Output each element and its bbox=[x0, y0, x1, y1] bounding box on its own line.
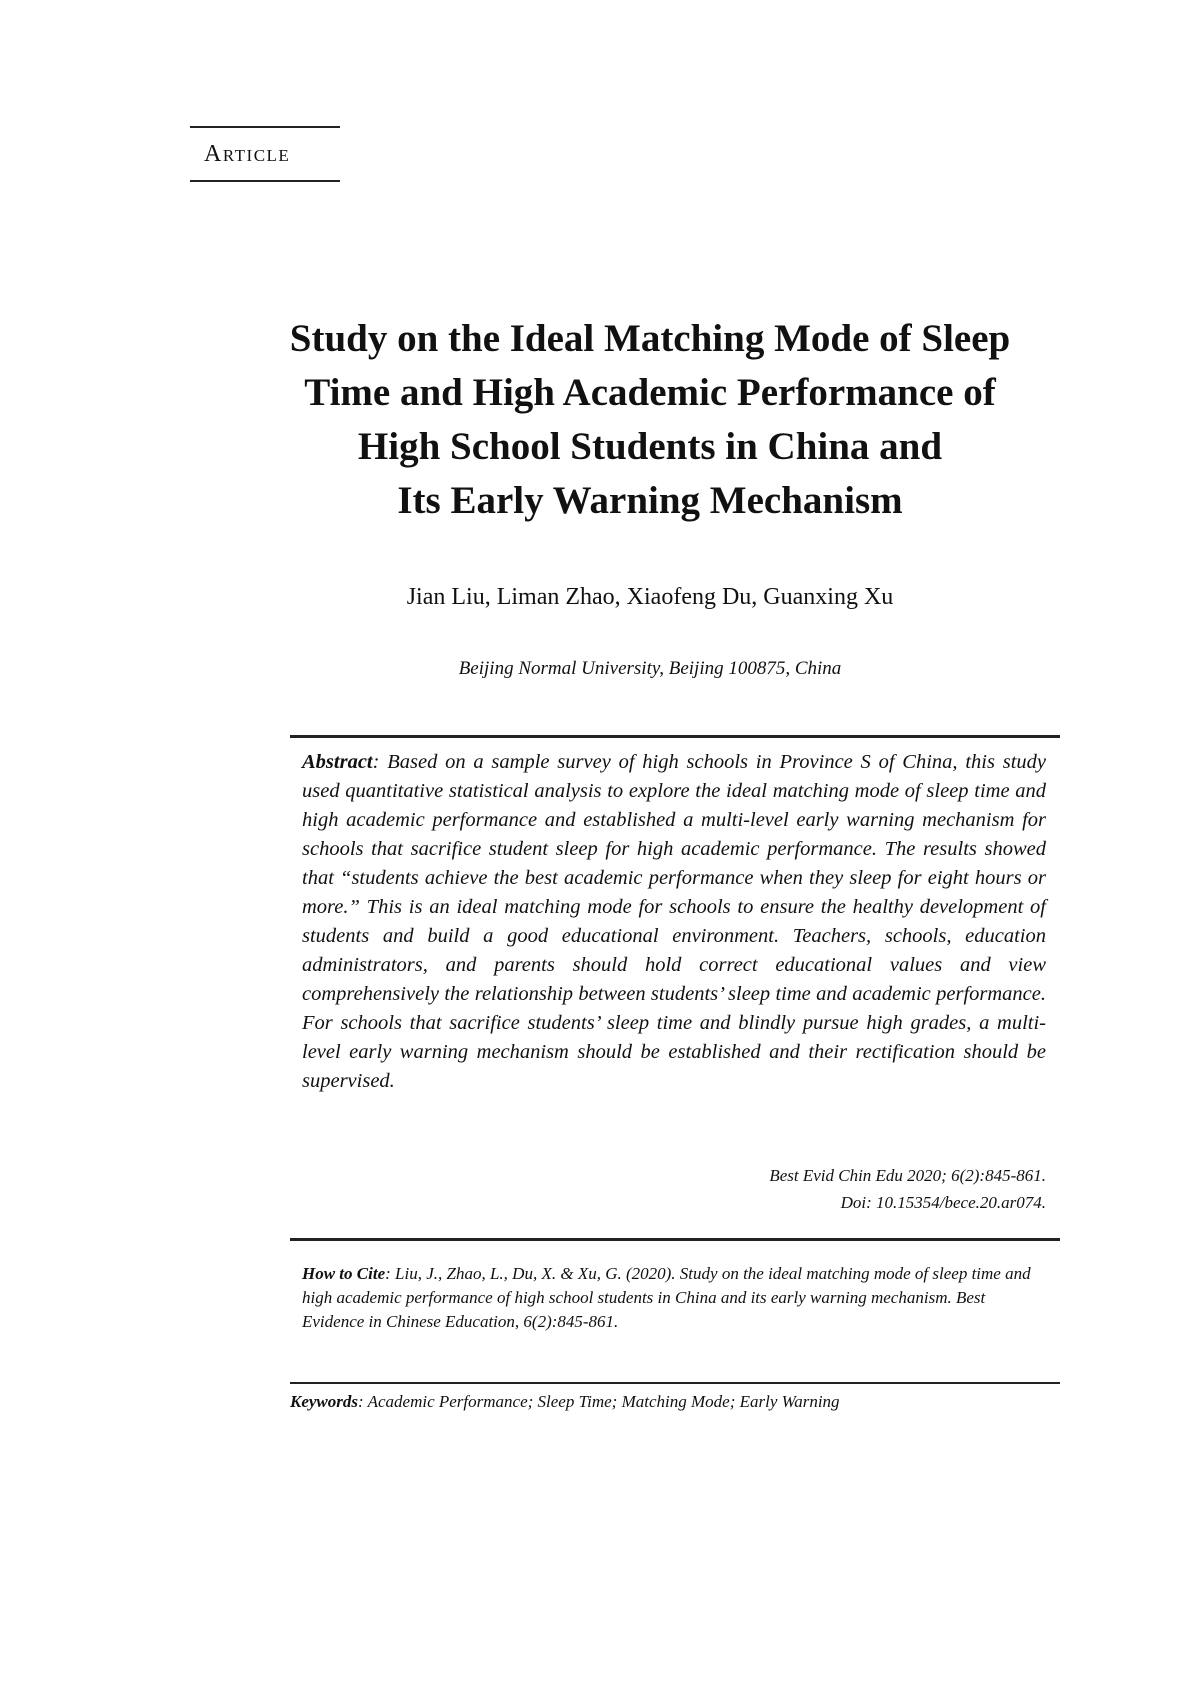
title-line: Study on the Ideal Matching Mode of Sleep bbox=[289, 317, 1011, 360]
article-type-text: Article bbox=[204, 141, 291, 167]
keywords-colon: : bbox=[358, 1392, 368, 1411]
abstract-block bbox=[302, 748, 1046, 1096]
keywords-rule bbox=[290, 1382, 1060, 1384]
how-to-cite-label: How to Cite bbox=[302, 1264, 386, 1283]
how-to-cite-colon: : bbox=[385, 1264, 396, 1283]
affiliation: Beijing Normal University, Beijing 100875, China bbox=[458, 658, 842, 679]
citation-info bbox=[700, 1162, 1046, 1216]
abstract-label: Abstract bbox=[302, 751, 373, 773]
journal-reference: Best Evid Chin Edu 2020; 6(2):845-861. bbox=[769, 1166, 1046, 1185]
how-to-cite-block bbox=[302, 1262, 1040, 1334]
paper-title bbox=[240, 312, 1060, 528]
author-list: Jian Liu, Liman Zhao, Xiaofeng Du, Guanxing Xu bbox=[406, 584, 894, 610]
abstract-bottom-rule bbox=[290, 1238, 1060, 1241]
how-to-cite-text: Liu, J., Zhao, L., Du, X. & Xu, G. (2020). Study on the ideal matching mode of sleep time and high academic performance of high school students in China and its early warning mechanism. Best Evidence in Chinese Education, 6(2):845-861. bbox=[302, 1264, 1031, 1331]
title-line: Its Early Warning Mechanism bbox=[397, 479, 903, 522]
keywords-block bbox=[290, 1390, 1060, 1414]
doi: Doi: 10.15354/bece.20.ar074. bbox=[840, 1193, 1046, 1212]
title-line: High School Students in China and bbox=[357, 425, 943, 468]
title-line: Time and High Academic Performance of bbox=[304, 371, 996, 414]
abstract-label-colon: : bbox=[372, 751, 388, 773]
abstract-text: Based on a sample survey of high schools in Province S of China, this study used quantitative statistical analysis to explore the ideal matching mode of sleep time and high academic performance and established a multi-level early warning mechanism for schools that sacrifice student sleep for high academic performance. The results showed that “students achieve the best academic performance when they sleep for eight hours or more.” This is an ideal matching mode for schools to ensure the healthy development of students and build a good educational environment. Teachers, schools, education administrators, and parents should hold correct educational values and view comprehensively the relationship between students’ sleep time and academic performance. For schools that sacrifice students’ sleep time and blindly pursue high grades, a multi-level early warning mechanism should be established and their rectification should be supervised. bbox=[302, 751, 1046, 1092]
abstract-top-rule bbox=[290, 735, 1060, 738]
keywords-label: Keywords bbox=[290, 1392, 358, 1411]
article-type-label bbox=[190, 126, 340, 182]
keywords-text: Academic Performance; Sleep Time; Matching Mode; Early Warning bbox=[367, 1392, 840, 1411]
